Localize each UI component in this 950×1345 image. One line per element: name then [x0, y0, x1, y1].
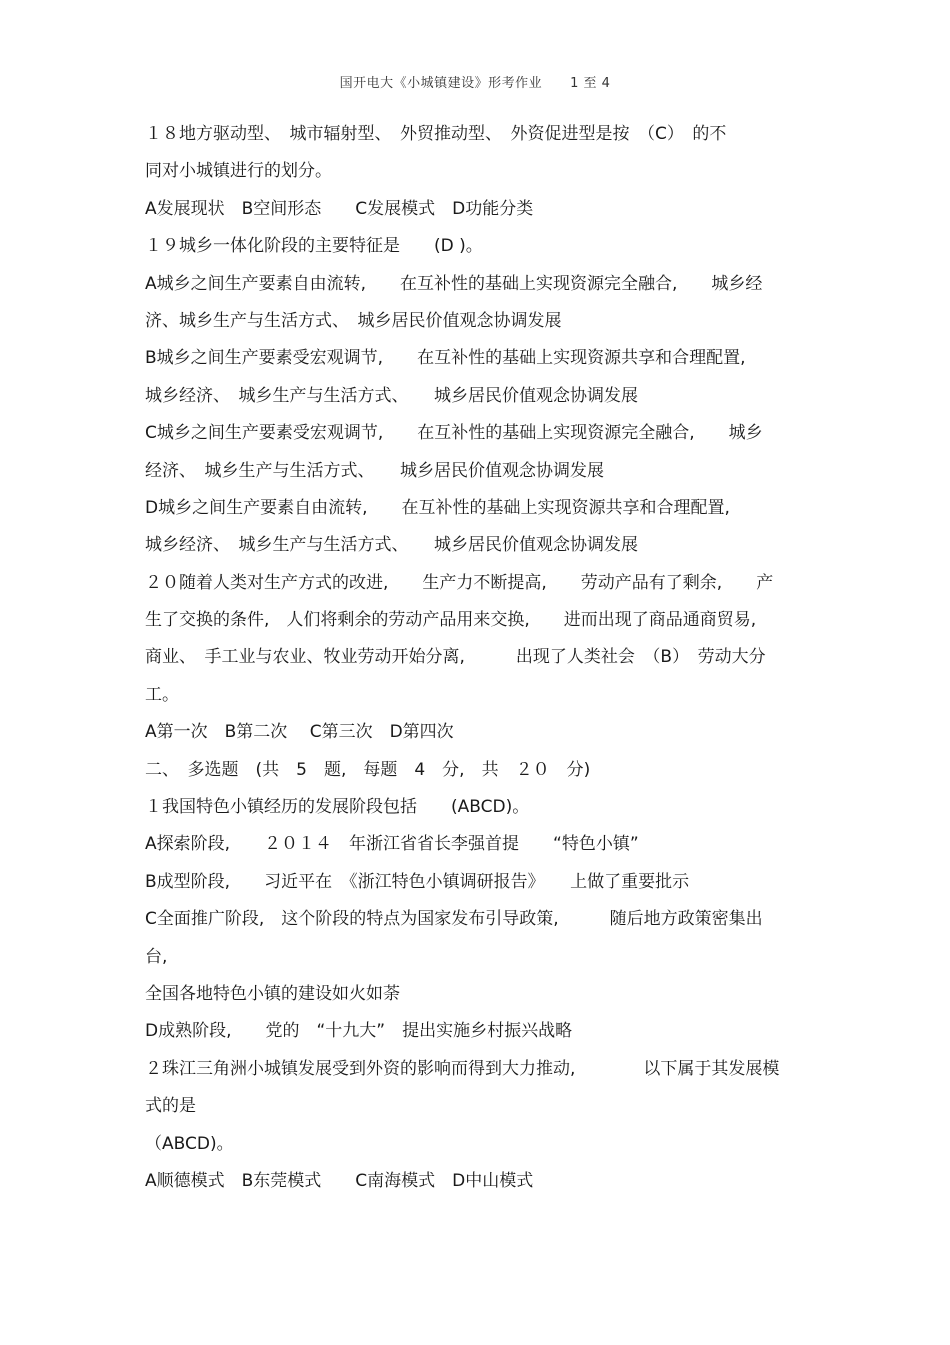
text-line: A第一次 B第二次 C第三次 D第四次: [145, 722, 454, 743]
text-line: 济、城乡生产与生活方式、 城乡居民价值观念协调发展: [145, 310, 562, 331]
text-line: ２珠江三角洲小城镇发展受到外资的影响而得到大力推动, 以下属于其发展模: [145, 1058, 780, 1079]
section-heading: 二、 多选题 (共 5 题, 每题 4 分, 共 ２０ 分): [145, 759, 591, 780]
text-line: １８地方驱动型、 城市辐射型、 外贸推动型、 外资促进型是按 （C） 的不: [145, 124, 727, 144]
text-line: １９城乡一体化阶段的主要特征是 (D )。: [145, 236, 483, 257]
text-line: 同对小城镇进行的划分。: [145, 161, 332, 182]
text-line: D城乡之间生产要素自由流转, 在互补性的基础上实现资源共享和合理配置,: [145, 497, 730, 518]
text-line: B城乡之间生产要素受宏观调节, 在互补性的基础上实现资源共享和合理配置,: [145, 348, 746, 369]
text-line: C全面推广阶段, 这个阶段的特点为国家发布引导政策, 随后地方政策密集出: [145, 909, 763, 930]
text-line: 城乡经济、 城乡生产与生活方式、 城乡居民价值观念协调发展: [145, 385, 638, 406]
text-line: D成熟阶段, 党的 “十九大” 提出实施乡村振兴战略: [145, 1021, 573, 1042]
text-line: 式的是: [145, 1096, 196, 1117]
text-line: 经济、 城乡生产与生活方式、 城乡居民价值观念协调发展: [145, 460, 604, 481]
text-line: 台,: [145, 946, 168, 967]
text-line: C城乡之间生产要素受宏观调节, 在互补性的基础上实现资源完全融合, 城乡: [145, 423, 763, 444]
text-line: 工。: [145, 684, 179, 705]
text-line: 全国各地特色小镇的建设如火如荼: [145, 983, 400, 1004]
text-line: 生了交换的条件, 人们将剩余的劳动产品用来交换, 进而出现了商品通商贸易,: [145, 610, 757, 631]
header-page-info: 1 至 4: [570, 76, 611, 91]
text-line: A城乡之间生产要素自由流转, 在互补性的基础上实现资源完全融合, 城乡经: [145, 273, 763, 294]
header-title: 国开电大《小城镇建设》形考作业: [339, 76, 543, 91]
text-line: 商业、 手工业与农业、牧业劳动开始分离, 出现了人类社会 （B） 劳动大分: [145, 647, 766, 668]
text-line: （ABCD)。: [145, 1133, 234, 1154]
text-line: 城乡经济、 城乡生产与生活方式、 城乡居民价值观念协调发展: [145, 535, 638, 556]
page-header: [0, 72, 950, 91]
text-line: B成型阶段, 习近平在 《浙江特色小镇调研报告》 上做了重要批示: [145, 871, 690, 892]
document-body: [145, 116, 805, 1200]
text-line: A探索阶段, ２０１４ 年浙江省省长李强首提 “特色小镇”: [145, 834, 639, 855]
text-line: A发展现状 B空间形态 C发展模式 D功能分类: [145, 198, 534, 219]
text-line: A顺德模式 B东莞模式 C南海模式 D中山模式: [145, 1170, 534, 1191]
text-line: ２０随着人类对生产方式的改进, 生产力不断提高, 劳动产品有了剩余, 产: [145, 572, 774, 593]
text-line: １我国特色小镇经历的发展阶段包括 (ABCD)。: [145, 797, 530, 818]
